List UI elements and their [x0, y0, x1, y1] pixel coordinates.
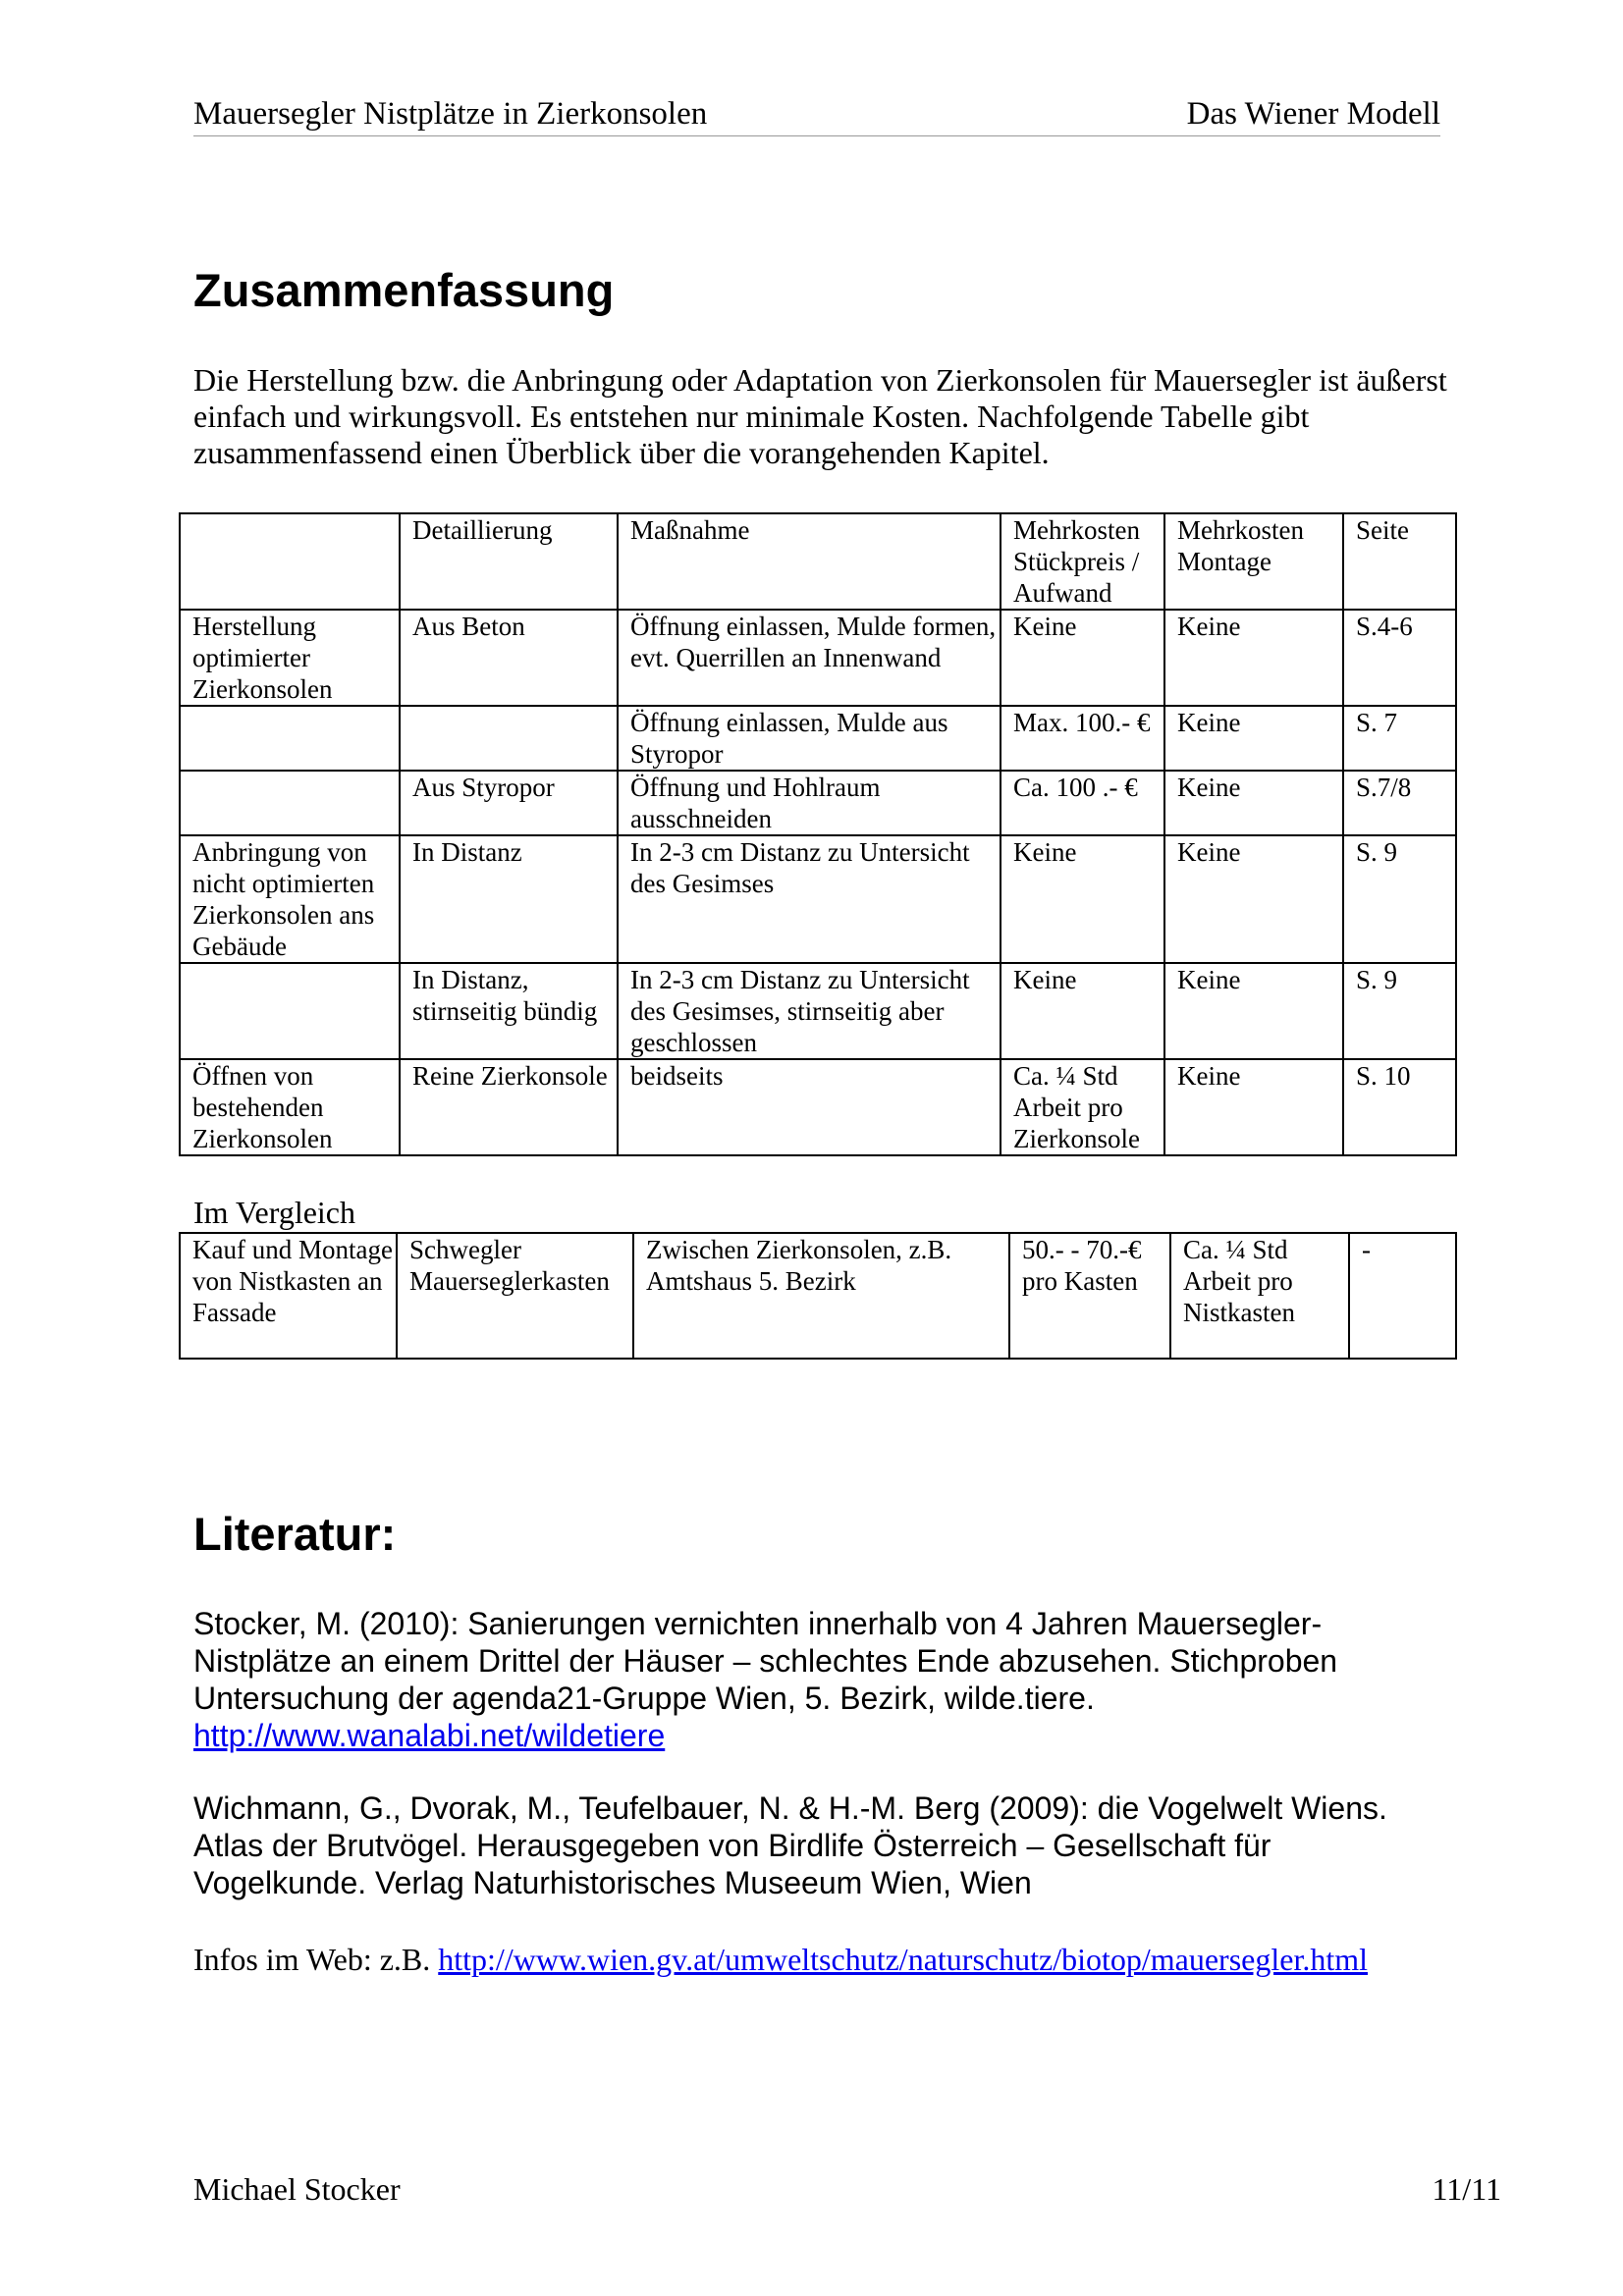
table-header-row [180, 513, 1456, 610]
table-cell: - [1349, 1233, 1456, 1359]
table-cell: Max. 100.- € [1001, 706, 1164, 771]
table-cell: Ca. ¼ Std Arbeit pro Zierkonsole [1001, 1059, 1164, 1155]
reference-1 [193, 1605, 1411, 1754]
reference-2: Wichmann, G., Dvorak, M., Teufelbauer, N. & H.-M. Berg (2009): die Vogelwelt Wiens. Atlas der Brutvögel. Herausgegeben von Birdlife Österreich – Gesellschaft für Vogelkunde. Verlag Naturhistorisches Museeum Wien, Wien [193, 1790, 1387, 1900]
web-info-link[interactable]: http://www.wien.gv.at/umweltschutz/naturschutz/biotop/mauersegler.html [438, 1942, 1369, 1977]
table-cell: Keine [1001, 610, 1164, 706]
web-info [193, 1942, 1368, 1978]
table-cell: Keine [1164, 835, 1343, 963]
table-cell: S. 9 [1343, 835, 1456, 963]
summary-intro: Die Herstellung bzw. die Anbringung oder Adaptation von Zierkonsolen für Mauersegler ist äußerst einfach und wirkungsvoll. Es entstehen nur minimale Kosten. Nachfolgende Tabelle gibt zusammenfassend einen Überblick über die vorangehenden Kapitel. [193, 362, 1447, 470]
table-row [180, 835, 1456, 963]
table-cell: Keine [1001, 963, 1164, 1059]
table-cell: 50.- - 70.-€ pro Kasten [1009, 1233, 1170, 1359]
table-header-cell: Mehrkosten Stückpreis / Aufwand [1001, 513, 1164, 610]
table-cell: S.7/8 [1343, 771, 1456, 835]
footer-author: Michael Stocker [193, 2171, 401, 2207]
table-row [180, 610, 1456, 706]
table-cell: Herstellung optimierter Zierkonsolen [180, 610, 400, 706]
table-cell: Keine [1164, 706, 1343, 771]
table-cell: Ca. ¼ Std Arbeit pro Nistkasten [1170, 1233, 1349, 1359]
table-cell: Keine [1001, 835, 1164, 963]
table-cell [180, 963, 400, 1059]
table-cell: Keine [1164, 610, 1343, 706]
table-cell: In Distanz, stirnseitig bündig [400, 963, 618, 1059]
table-cell: Keine [1164, 1059, 1343, 1155]
table-cell: S. 7 [1343, 706, 1456, 771]
header-subtitle: Das Wiener Modell [1186, 96, 1440, 132]
table-row [180, 1059, 1456, 1155]
table-row [180, 771, 1456, 835]
table-row [180, 706, 1456, 771]
header-title: Mauersegler Nistplätze in Zierkonsolen [193, 96, 708, 132]
table-header-cell: Maßnahme [618, 513, 1001, 610]
web-info-label: Infos im Web: z.B. [193, 1942, 431, 1977]
table-cell: In 2-3 cm Distanz zu Untersicht des Gesimses [618, 835, 1001, 963]
page-header [193, 96, 1440, 136]
reference-1-link[interactable]: http://www.wanalabi.net/wildetiere [193, 1718, 666, 1753]
table-cell: Öffnung und Hohlraum ausschneiden [618, 771, 1001, 835]
table-cell: S.4-6 [1343, 610, 1456, 706]
table-row [180, 963, 1456, 1059]
comparison-table [179, 1232, 1457, 1360]
table-cell: Öffnung einlassen, Mulde aus Styropor [618, 706, 1001, 771]
table-row [180, 1233, 1456, 1359]
table-cell: In 2-3 cm Distanz zu Untersicht des Gesimses, stirnseitig aber geschlossen [618, 963, 1001, 1059]
table-cell [180, 706, 400, 771]
table-cell: Keine [1164, 963, 1343, 1059]
footer-page-number: 11/11 [1432, 2171, 1501, 2207]
table-cell: Öffnen von bestehenden Zierkonsolen [180, 1059, 400, 1155]
table-cell: Anbringung von nicht optimierten Zierkonsolen ans Gebäude [180, 835, 400, 963]
table-cell: S. 9 [1343, 963, 1456, 1059]
table-cell: Kauf und Montage von Nistkasten an Fassade [180, 1233, 397, 1359]
table-cell: S. 10 [1343, 1059, 1456, 1155]
table-cell: Zwischen Zierkonsolen, z.B. Amtshaus 5. Bezirk [633, 1233, 1009, 1359]
table-cell: Aus Styropor [400, 771, 618, 835]
table-cell: Ca. 100 .- € [1001, 771, 1164, 835]
table-cell [180, 771, 400, 835]
table-cell: Aus Beton [400, 610, 618, 706]
table-header-cell [180, 513, 400, 610]
table-cell: Schwegler Mauerseglerkasten [397, 1233, 633, 1359]
table-cell: beidseits [618, 1059, 1001, 1155]
table-cell [400, 706, 618, 771]
summary-table [179, 512, 1457, 1156]
comparison-label: Im Vergleich [193, 1195, 355, 1230]
summary-heading: Zusammenfassung [193, 264, 615, 316]
table-cell: In Distanz [400, 835, 618, 963]
table-cell: Keine [1164, 771, 1343, 835]
table-cell: Öffnung einlassen, Mulde formen, evt. Querrillen an Innenwand [618, 610, 1001, 706]
reference-1-text: Stocker, M. (2010): Sanierungen vernichten innerhalb von 4 Jahren Mauersegler-Nistplätze an einem Drittel der Häuser – schlechtes Ende abzusehen. Stichproben Untersuchung der agenda21-Gruppe Wien, 5. Bezirk, wilde.tiere. [193, 1606, 1338, 1716]
table-header-cell: Mehrkosten Montage [1164, 513, 1343, 610]
table-header-cell: Detaillierung [400, 513, 618, 610]
table-cell: Reine Zierkonsole [400, 1059, 618, 1155]
literature-heading: Literatur: [193, 1508, 397, 1560]
table-header-cell: Seite [1343, 513, 1456, 610]
